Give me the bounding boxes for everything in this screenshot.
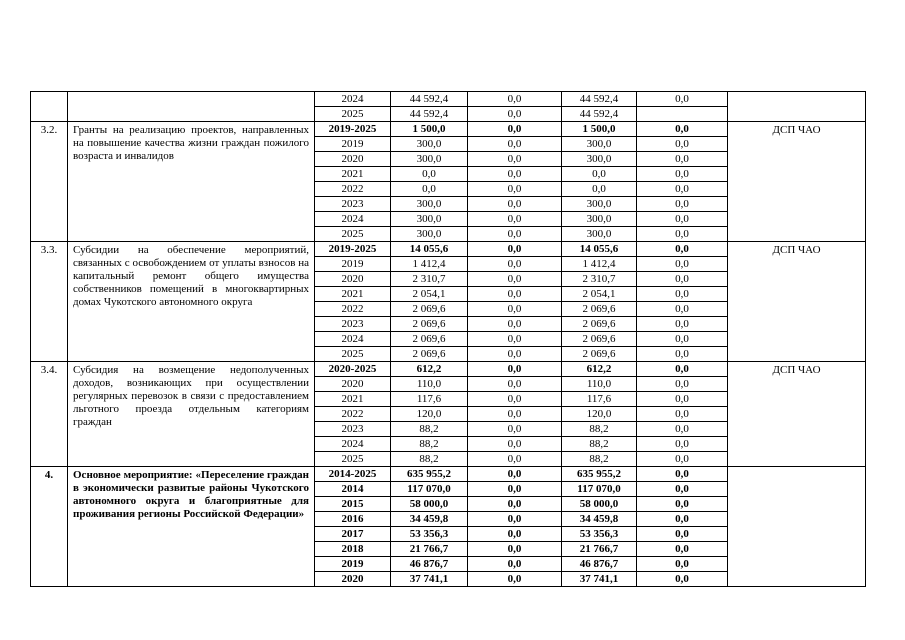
other-amount-cell: 0,0 [637,467,728,482]
year-cell: 2020 [315,572,391,587]
total-amount-cell: 46 876,7 [391,557,468,572]
federal-amount-cell: 0,0 [468,527,562,542]
regional-amount-cell: 44 592,4 [562,107,637,122]
table-row [31,122,866,137]
total-amount-cell: 37 741,1 [391,572,468,587]
year-cell: 2025 [315,107,391,122]
year-cell: 2021 [315,167,391,182]
year-cell: 2024 [315,332,391,347]
total-amount-cell: 44 592,4 [391,107,468,122]
federal-amount-cell: 0,0 [468,317,562,332]
year-cell: 2019-2025 [315,242,391,257]
regional-amount-cell: 635 955,2 [562,467,637,482]
other-amount-cell: 0,0 [637,92,728,107]
other-amount-cell: 0,0 [637,167,728,182]
federal-amount-cell: 0,0 [468,467,562,482]
other-amount-cell: 0,0 [637,392,728,407]
year-cell: 2021 [315,287,391,302]
federal-amount-cell: 0,0 [468,362,562,377]
federal-amount-cell: 0,0 [468,182,562,197]
regional-amount-cell: 88,2 [562,422,637,437]
regional-amount-cell: 88,2 [562,437,637,452]
regional-amount-cell: 300,0 [562,197,637,212]
federal-amount-cell: 0,0 [468,377,562,392]
total-amount-cell: 635 955,2 [391,467,468,482]
year-cell: 2020-2025 [315,362,391,377]
regional-amount-cell: 110,0 [562,377,637,392]
total-amount-cell: 44 592,4 [391,92,468,107]
regional-amount-cell: 21 766,7 [562,542,637,557]
regional-amount-cell: 88,2 [562,452,637,467]
total-amount-cell: 21 766,7 [391,542,468,557]
other-amount-cell: 0,0 [637,317,728,332]
regional-amount-cell: 2 069,6 [562,347,637,362]
federal-amount-cell: 0,0 [468,272,562,287]
other-amount-cell: 0,0 [637,497,728,512]
item-description-cell: Субсидии на обеспечение мероприятий, связанных с освобождением от уплаты взносов на капитальный ремонт общего имущества собственников помещений в многоквартирных домах Чукотского автономного округа [68,242,315,362]
federal-amount-cell: 0,0 [468,212,562,227]
other-amount-cell: 0,0 [637,287,728,302]
year-cell: 2020 [315,377,391,392]
total-amount-cell: 2 310,7 [391,272,468,287]
federal-amount-cell: 0,0 [468,302,562,317]
year-cell: 2023 [315,317,391,332]
item-description-cell: Гранты на реализацию проектов, направленных на повышение качества жизни граждан пожилого возраста и инвалидов [68,122,315,242]
regional-amount-cell: 300,0 [562,137,637,152]
regional-amount-cell: 0,0 [562,167,637,182]
total-amount-cell: 58 000,0 [391,497,468,512]
executor-cell: ДСП ЧАО [728,242,866,362]
regional-amount-cell: 612,2 [562,362,637,377]
regional-amount-cell: 14 055,6 [562,242,637,257]
total-amount-cell: 1 412,4 [391,257,468,272]
executor-cell: ДСП ЧАО [728,122,866,242]
regional-amount-cell: 1 500,0 [562,122,637,137]
year-cell: 2025 [315,227,391,242]
other-amount-cell: 0,0 [637,422,728,437]
federal-amount-cell: 0,0 [468,167,562,182]
year-cell: 2023 [315,197,391,212]
other-amount-cell: 0,0 [637,407,728,422]
regional-amount-cell: 2 069,6 [562,302,637,317]
year-cell: 2023 [315,422,391,437]
other-amount-cell: 0,0 [637,197,728,212]
total-amount-cell: 88,2 [391,452,468,467]
year-cell: 2021 [315,392,391,407]
total-amount-cell: 0,0 [391,167,468,182]
item-number-cell: 3.2. [31,122,68,242]
other-amount-cell: 0,0 [637,152,728,167]
total-amount-cell: 34 459,8 [391,512,468,527]
year-cell: 2019 [315,137,391,152]
executor-cell: ДСП ЧАО [728,362,866,467]
table-row [31,92,866,107]
federal-amount-cell: 0,0 [468,482,562,497]
total-amount-cell: 0,0 [391,182,468,197]
total-amount-cell: 14 055,6 [391,242,468,257]
federal-amount-cell: 0,0 [468,347,562,362]
executor-cell [728,467,866,587]
year-cell: 2016 [315,512,391,527]
total-amount-cell: 2 069,6 [391,347,468,362]
federal-amount-cell: 0,0 [468,197,562,212]
other-amount-cell: 0,0 [637,452,728,467]
item-number-cell: 3.3. [31,242,68,362]
total-amount-cell: 2 069,6 [391,317,468,332]
item-number-cell [31,92,68,122]
year-cell: 2017 [315,527,391,542]
federal-amount-cell: 0,0 [468,422,562,437]
federal-amount-cell: 0,0 [468,92,562,107]
federal-amount-cell: 0,0 [468,572,562,587]
other-amount-cell: 0,0 [637,512,728,527]
total-amount-cell: 300,0 [391,137,468,152]
total-amount-cell: 2 069,6 [391,302,468,317]
other-amount-cell: 0,0 [637,122,728,137]
regional-amount-cell: 117 070,0 [562,482,637,497]
year-cell: 2024 [315,212,391,227]
year-cell: 2020 [315,152,391,167]
total-amount-cell: 300,0 [391,152,468,167]
other-amount-cell: 0,0 [637,557,728,572]
regional-amount-cell: 0,0 [562,182,637,197]
federal-amount-cell: 0,0 [468,332,562,347]
other-amount-cell: 0,0 [637,212,728,227]
federal-amount-cell: 0,0 [468,512,562,527]
year-cell: 2022 [315,302,391,317]
regional-amount-cell: 2 310,7 [562,272,637,287]
regional-amount-cell: 300,0 [562,227,637,242]
other-amount-cell: 0,0 [637,257,728,272]
item-description-cell: Субсидия на возмещение недополученных доходов, возникающих при осуществлении регулярных перевозок в связи с предоставлением льготного проезда отдельным категориям граждан [68,362,315,467]
federal-amount-cell: 0,0 [468,542,562,557]
federal-amount-cell: 0,0 [468,152,562,167]
federal-amount-cell: 0,0 [468,557,562,572]
year-cell: 2022 [315,182,391,197]
other-amount-cell: 0,0 [637,242,728,257]
federal-amount-cell: 0,0 [468,452,562,467]
regional-amount-cell: 46 876,7 [562,557,637,572]
regional-amount-cell: 300,0 [562,212,637,227]
regional-amount-cell: 44 592,4 [562,92,637,107]
year-cell: 2014 [315,482,391,497]
total-amount-cell: 300,0 [391,197,468,212]
budget-table-body [31,92,866,587]
table-row [31,242,866,257]
total-amount-cell: 300,0 [391,212,468,227]
year-cell: 2018 [315,542,391,557]
federal-amount-cell: 0,0 [468,437,562,452]
regional-amount-cell: 58 000,0 [562,497,637,512]
federal-amount-cell: 0,0 [468,497,562,512]
other-amount-cell: 0,0 [637,137,728,152]
federal-amount-cell: 0,0 [468,122,562,137]
item-description-cell: Основное мероприятие: «Переселение граждан в экономически развитые районы Чукотского автономного округа и благоприятные для проживания регионы Российской Федерации» [68,467,315,587]
year-cell: 2025 [315,347,391,362]
year-cell: 2024 [315,437,391,452]
federal-amount-cell: 0,0 [468,242,562,257]
regional-amount-cell: 34 459,8 [562,512,637,527]
total-amount-cell: 88,2 [391,422,468,437]
year-cell: 2019-2025 [315,122,391,137]
other-amount-cell: 0,0 [637,347,728,362]
total-amount-cell: 612,2 [391,362,468,377]
total-amount-cell: 88,2 [391,437,468,452]
regional-amount-cell: 1 412,4 [562,257,637,272]
table-row [31,362,866,377]
year-cell: 2019 [315,257,391,272]
other-amount-cell: 0,0 [637,362,728,377]
regional-amount-cell: 53 356,3 [562,527,637,542]
year-cell: 2014-2025 [315,467,391,482]
federal-amount-cell: 0,0 [468,287,562,302]
total-amount-cell: 110,0 [391,377,468,392]
regional-amount-cell: 117,6 [562,392,637,407]
regional-amount-cell: 300,0 [562,152,637,167]
other-amount-cell: 0,0 [637,332,728,347]
regional-amount-cell: 2 069,6 [562,317,637,332]
total-amount-cell: 117,6 [391,392,468,407]
regional-amount-cell: 2 069,6 [562,332,637,347]
total-amount-cell: 120,0 [391,407,468,422]
federal-amount-cell: 0,0 [468,107,562,122]
budget-table [30,91,866,587]
item-number-cell: 3.4. [31,362,68,467]
other-amount-cell: 0,0 [637,182,728,197]
other-amount-cell: 0,0 [637,542,728,557]
total-amount-cell: 2 054,1 [391,287,468,302]
other-amount-cell: 0,0 [637,572,728,587]
federal-amount-cell: 0,0 [468,407,562,422]
total-amount-cell: 117 070,0 [391,482,468,497]
year-cell: 2020 [315,272,391,287]
year-cell: 2019 [315,557,391,572]
other-amount-cell: 0,0 [637,437,728,452]
item-number-cell: 4. [31,467,68,587]
federal-amount-cell: 0,0 [468,227,562,242]
other-amount-cell: 0,0 [637,227,728,242]
executor-cell [728,92,866,122]
table-row [31,467,866,482]
other-amount-cell: 0,0 [637,482,728,497]
total-amount-cell: 53 356,3 [391,527,468,542]
total-amount-cell: 2 069,6 [391,332,468,347]
other-amount-cell: 0,0 [637,302,728,317]
item-description-cell [68,92,315,122]
year-cell: 2015 [315,497,391,512]
year-cell: 2024 [315,92,391,107]
total-amount-cell: 1 500,0 [391,122,468,137]
regional-amount-cell: 120,0 [562,407,637,422]
regional-amount-cell: 37 741,1 [562,572,637,587]
year-cell: 2022 [315,407,391,422]
federal-amount-cell: 0,0 [468,392,562,407]
year-cell: 2025 [315,452,391,467]
regional-amount-cell: 2 054,1 [562,287,637,302]
other-amount-cell: 0,0 [637,527,728,542]
other-amount-cell: 0,0 [637,377,728,392]
federal-amount-cell: 0,0 [468,137,562,152]
other-amount-cell: 0,0 [637,272,728,287]
total-amount-cell: 300,0 [391,227,468,242]
other-amount-cell [637,107,728,122]
federal-amount-cell: 0,0 [468,257,562,272]
